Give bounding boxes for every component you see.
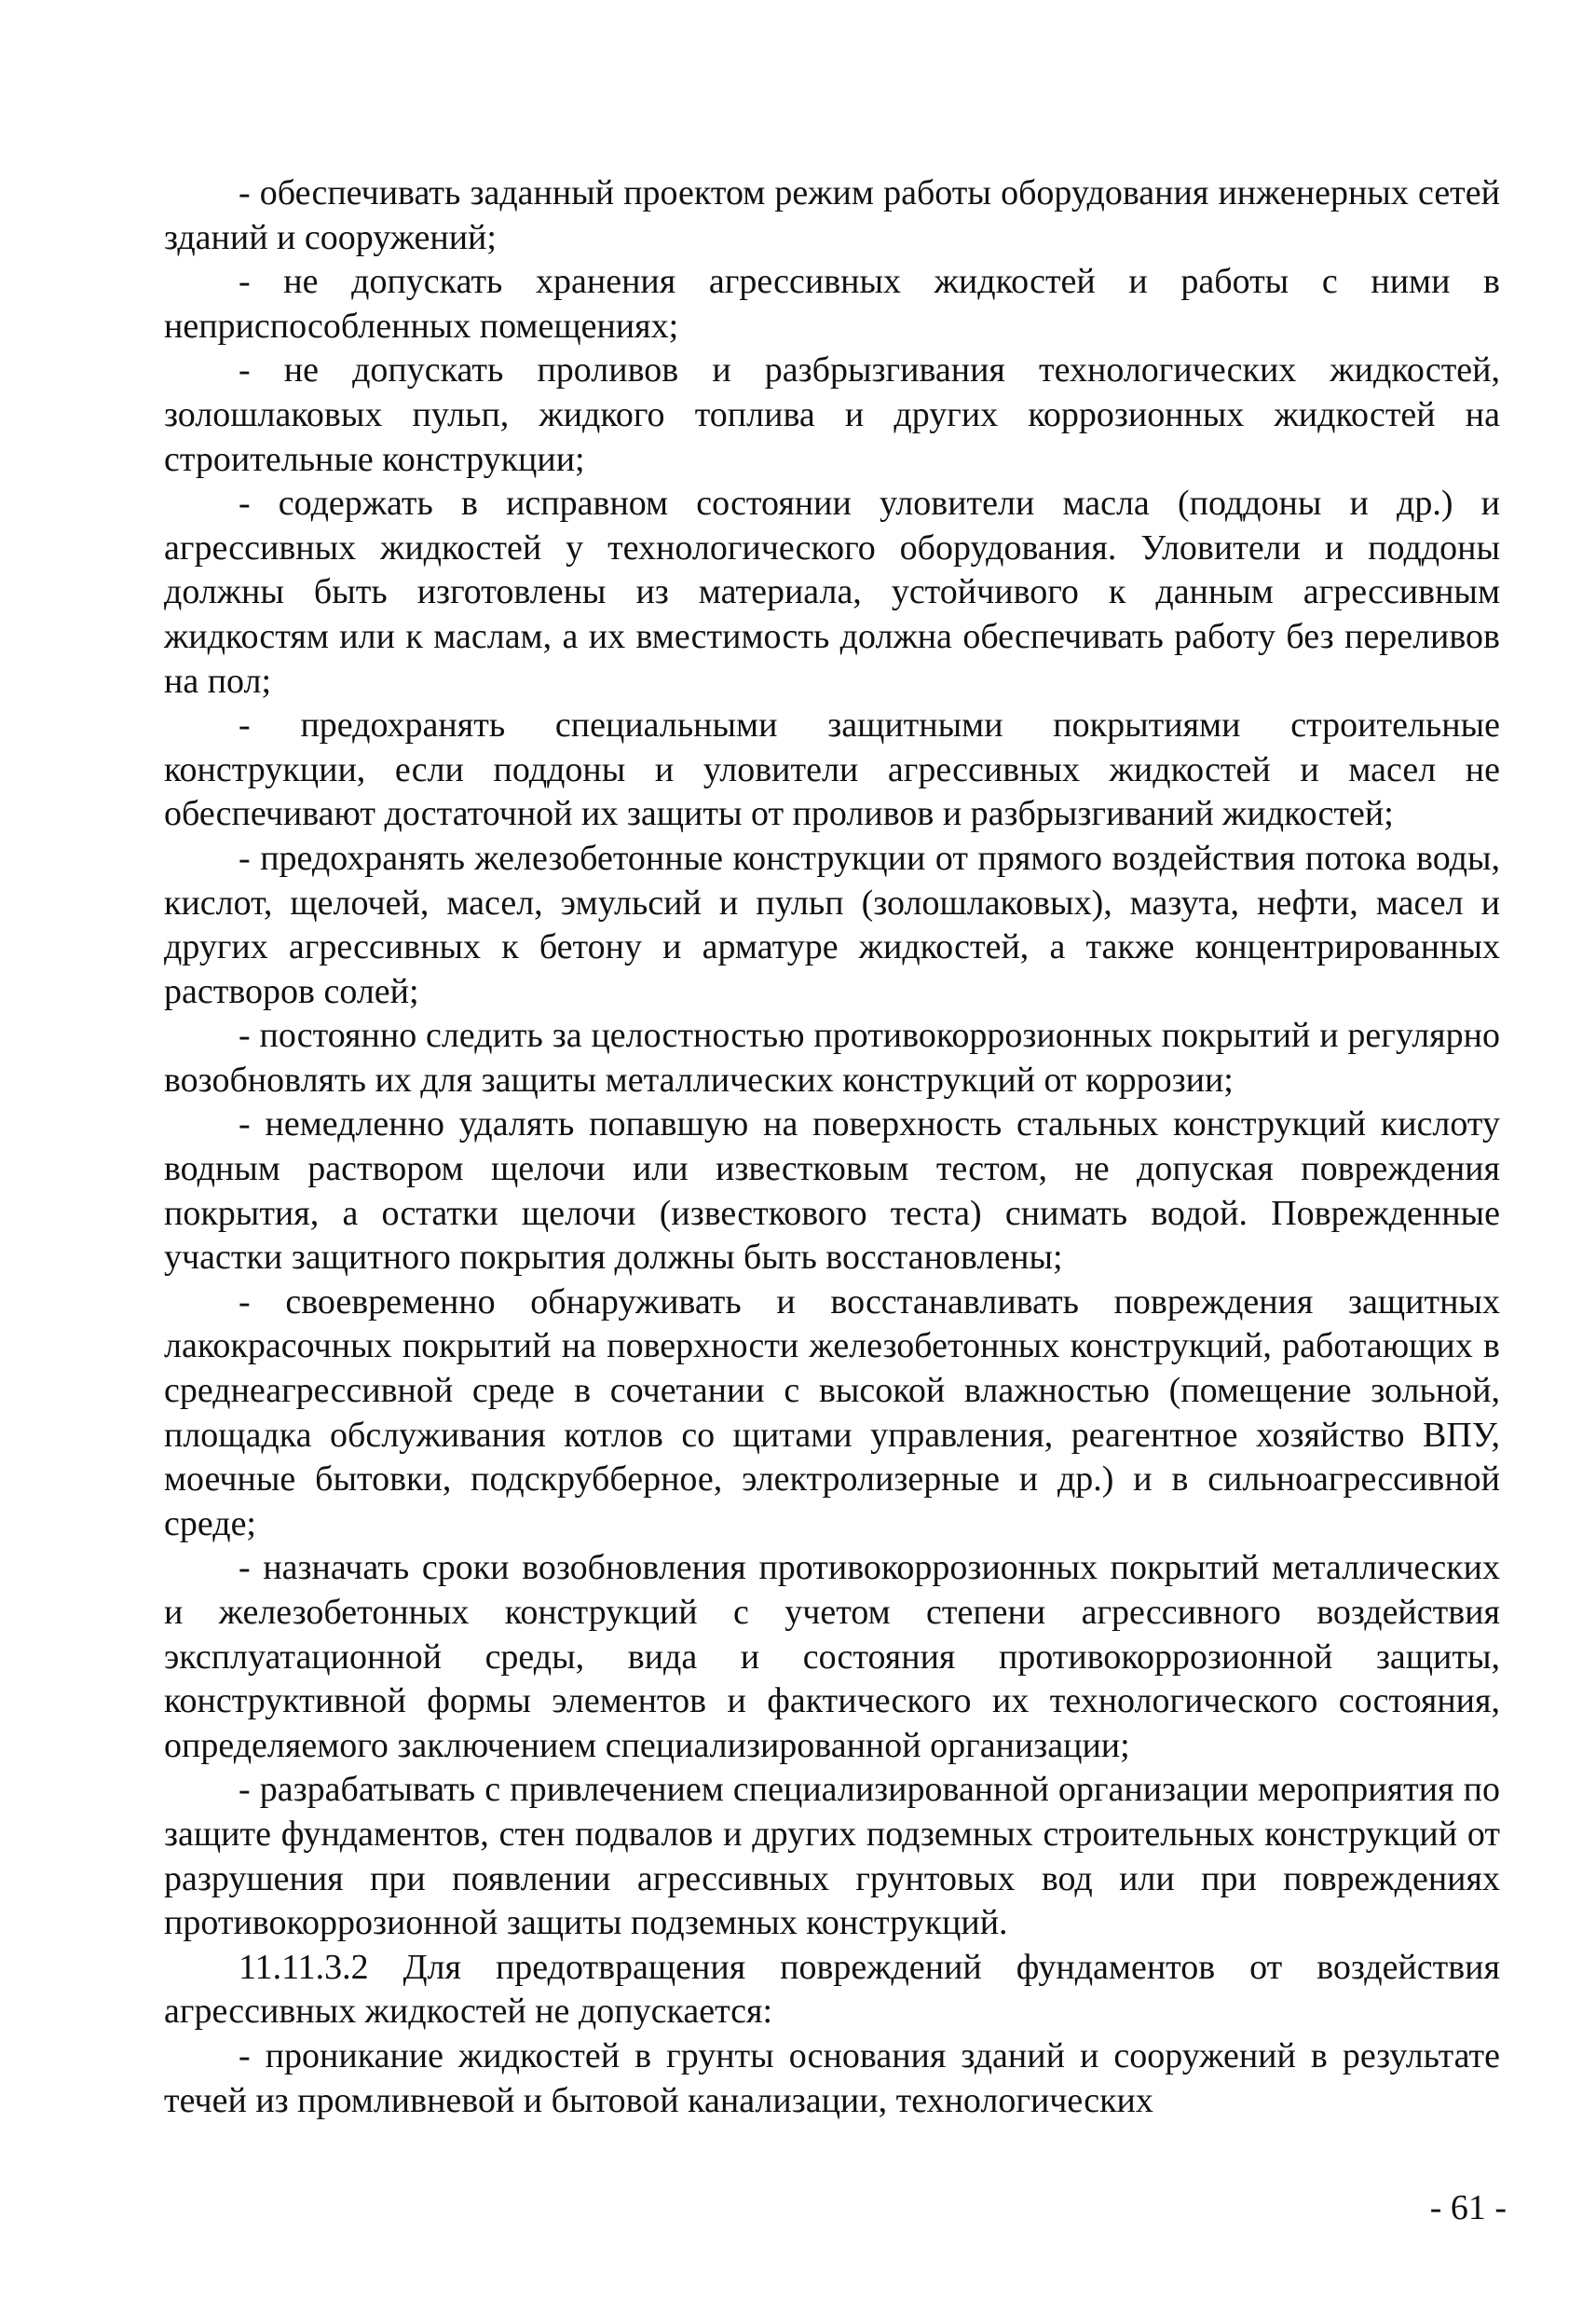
body-text bbox=[164, 171, 1500, 2123]
paragraph: - предохранять железобетонные конструкции от прямого воздействия потока воды, кислот, щелочей, масел, эмульсий и пульп (золошлаковых), мазута, нефти, масел и других агрессивных к бетону и арматуре жидкостей, а также концентрированных растворов солей; bbox=[164, 838, 1500, 1011]
paragraph: - проникание жидкостей в грунты основания зданий и сооружений в результате течей из промливневой и бытовой канализации, технологических bbox=[164, 2035, 1500, 2120]
paragraph: - не допускать проливов и разбрызгивания технологических жидкостей, золошлаковых пульп, жидкого топлива и других коррозионных жидкостей на строительные конструкции; bbox=[164, 350, 1500, 479]
paragraph: - предохранять специальными защитными покрытиями строительные конструкции, если поддоны и уловители агрессивных жидкостей и масел не обеспечивают достаточной их защиты от проливов и разбрызгиваний жидкостей; bbox=[164, 705, 1500, 834]
paragraph: 11.11.3.2 Для предотвращения повреждений фундаментов от воздействия агрессивных жидкостей не допускается: bbox=[164, 1947, 1500, 2032]
paragraph: - немедленно удалять попавшую на поверхность стальных конструкций кислоту водным раствором щелочи или известковым тестом, не допуская повреждения покрытия, а остатки щелочи (известкового теста) снимать водой. Поврежденные участки защитного покрытия должны быть восстановлены; bbox=[164, 1104, 1500, 1278]
paragraph: - разрабатывать с привлечением специализированной организации мероприятия по защите фундаментов, стен подвалов и других подземных строительных конструкций от разрушения при появлении агрессивных грунтовых вод или при повреждениях противокоррозионной защиты подземных конструкций. bbox=[164, 1770, 1500, 1943]
paragraph: - содержать в исправном состоянии уловители масла (поддоны и др.) и агрессивных жидкостей у технологического оборудования. Уловители и поддоны должны быть изготовлены из материала, устойчивого к данным агрессивным жидкостям или к маслам, а их вместимость должна обеспечивать работу без переливов на пол; bbox=[164, 484, 1500, 701]
paragraph: - назначать сроки возобновления противокоррозионных покрытий металлических и железобетонных конструкций с учетом степени агрессивного воздействия эксплуатационной среды, вида и состояния противокоррозионной защиты, конструктивной формы элементов и фактического их технологического состояния, определяемого заключением специализированной организации; bbox=[164, 1548, 1500, 1765]
paragraph: - не допускать хранения агрессивных жидкостей и работы с ними в неприспособленных помещениях; bbox=[164, 262, 1500, 346]
page-number: - 61 - bbox=[1429, 2188, 1507, 2227]
paragraph: - своевременно обнаруживать и восстанавливать повреждения защитных лакокрасочных покрытий на поверхности железобетонных конструкций, работающих в среднеагрессивной среде в сочетании с высокой влажностью (помещение зольной, площадка обслуживания котлов со щитами управления, реагентное хозяйство ВПУ, моечные бытовки, подскрубберное, электролизерные и др.) и в сильноагрессивной среде; bbox=[164, 1281, 1500, 1543]
paragraph: - постоянно следить за целостностью противокоррозионных покрытий и регулярно возобновлять их для защиты металлических конструкций от коррозии; bbox=[164, 1016, 1500, 1100]
paragraph: - обеспечивать заданный проектом режим работы оборудования инженерных сетей зданий и сооружений; bbox=[164, 173, 1500, 257]
